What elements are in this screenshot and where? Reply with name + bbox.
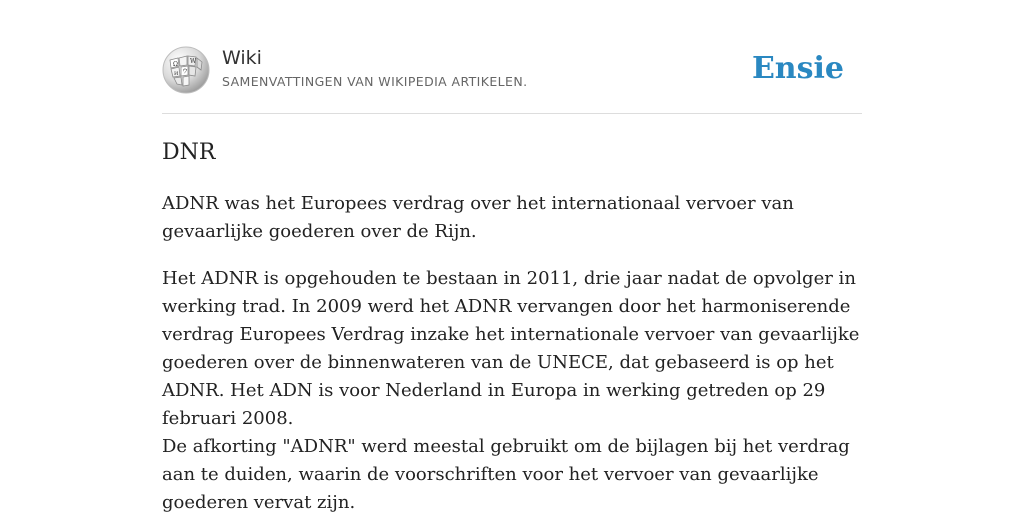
wikipedia-globe-icon[interactable] [162,46,210,94]
article-paragraph: Het ADNR is opgehouden te bestaan in 2011, drie jaar nadat de opvolger in werking trad. In 2009 werd het ADNR vervangen door het harmoniserende verdrag Europees Verdrag inzake het internationale vervoer van gevaarlijke goederen over de binnenwateren van de UNECE, dat gebaseerd is op het ADNR. Het ADN is voor Nederland in Europa in werking getreden op 29 februari 2008. [162,268,860,429]
brand-logo[interactable]: Ensie [751,51,844,86]
page [162,0,862,512]
svg-text:W: W [190,58,197,65]
svg-text:И: И [174,71,179,77]
article-paragraph: De afkorting "ADNR" werd meestal gebruikt om de bijlagen bij het verdrag aan te duiden, waarin de voorschriften voor het vervoer van gevaarlijke goederen vervat zijn. [162,436,850,512]
site-header [162,0,862,114]
svg-text:ウ: ウ [182,68,189,75]
site-subtitle: SAMENVATTINGEN VAN WIKIPEDIA ARTIKELEN. [222,74,528,89]
svg-text:Ω: Ω [173,61,178,68]
article-title: DNR [162,140,216,165]
article-paragraph: ADNR was het Europees verdrag over het internationaal vervoer van gevaarlijke goederen over de Rijn. [162,193,794,242]
site-title[interactable]: Wiki [222,47,262,69]
